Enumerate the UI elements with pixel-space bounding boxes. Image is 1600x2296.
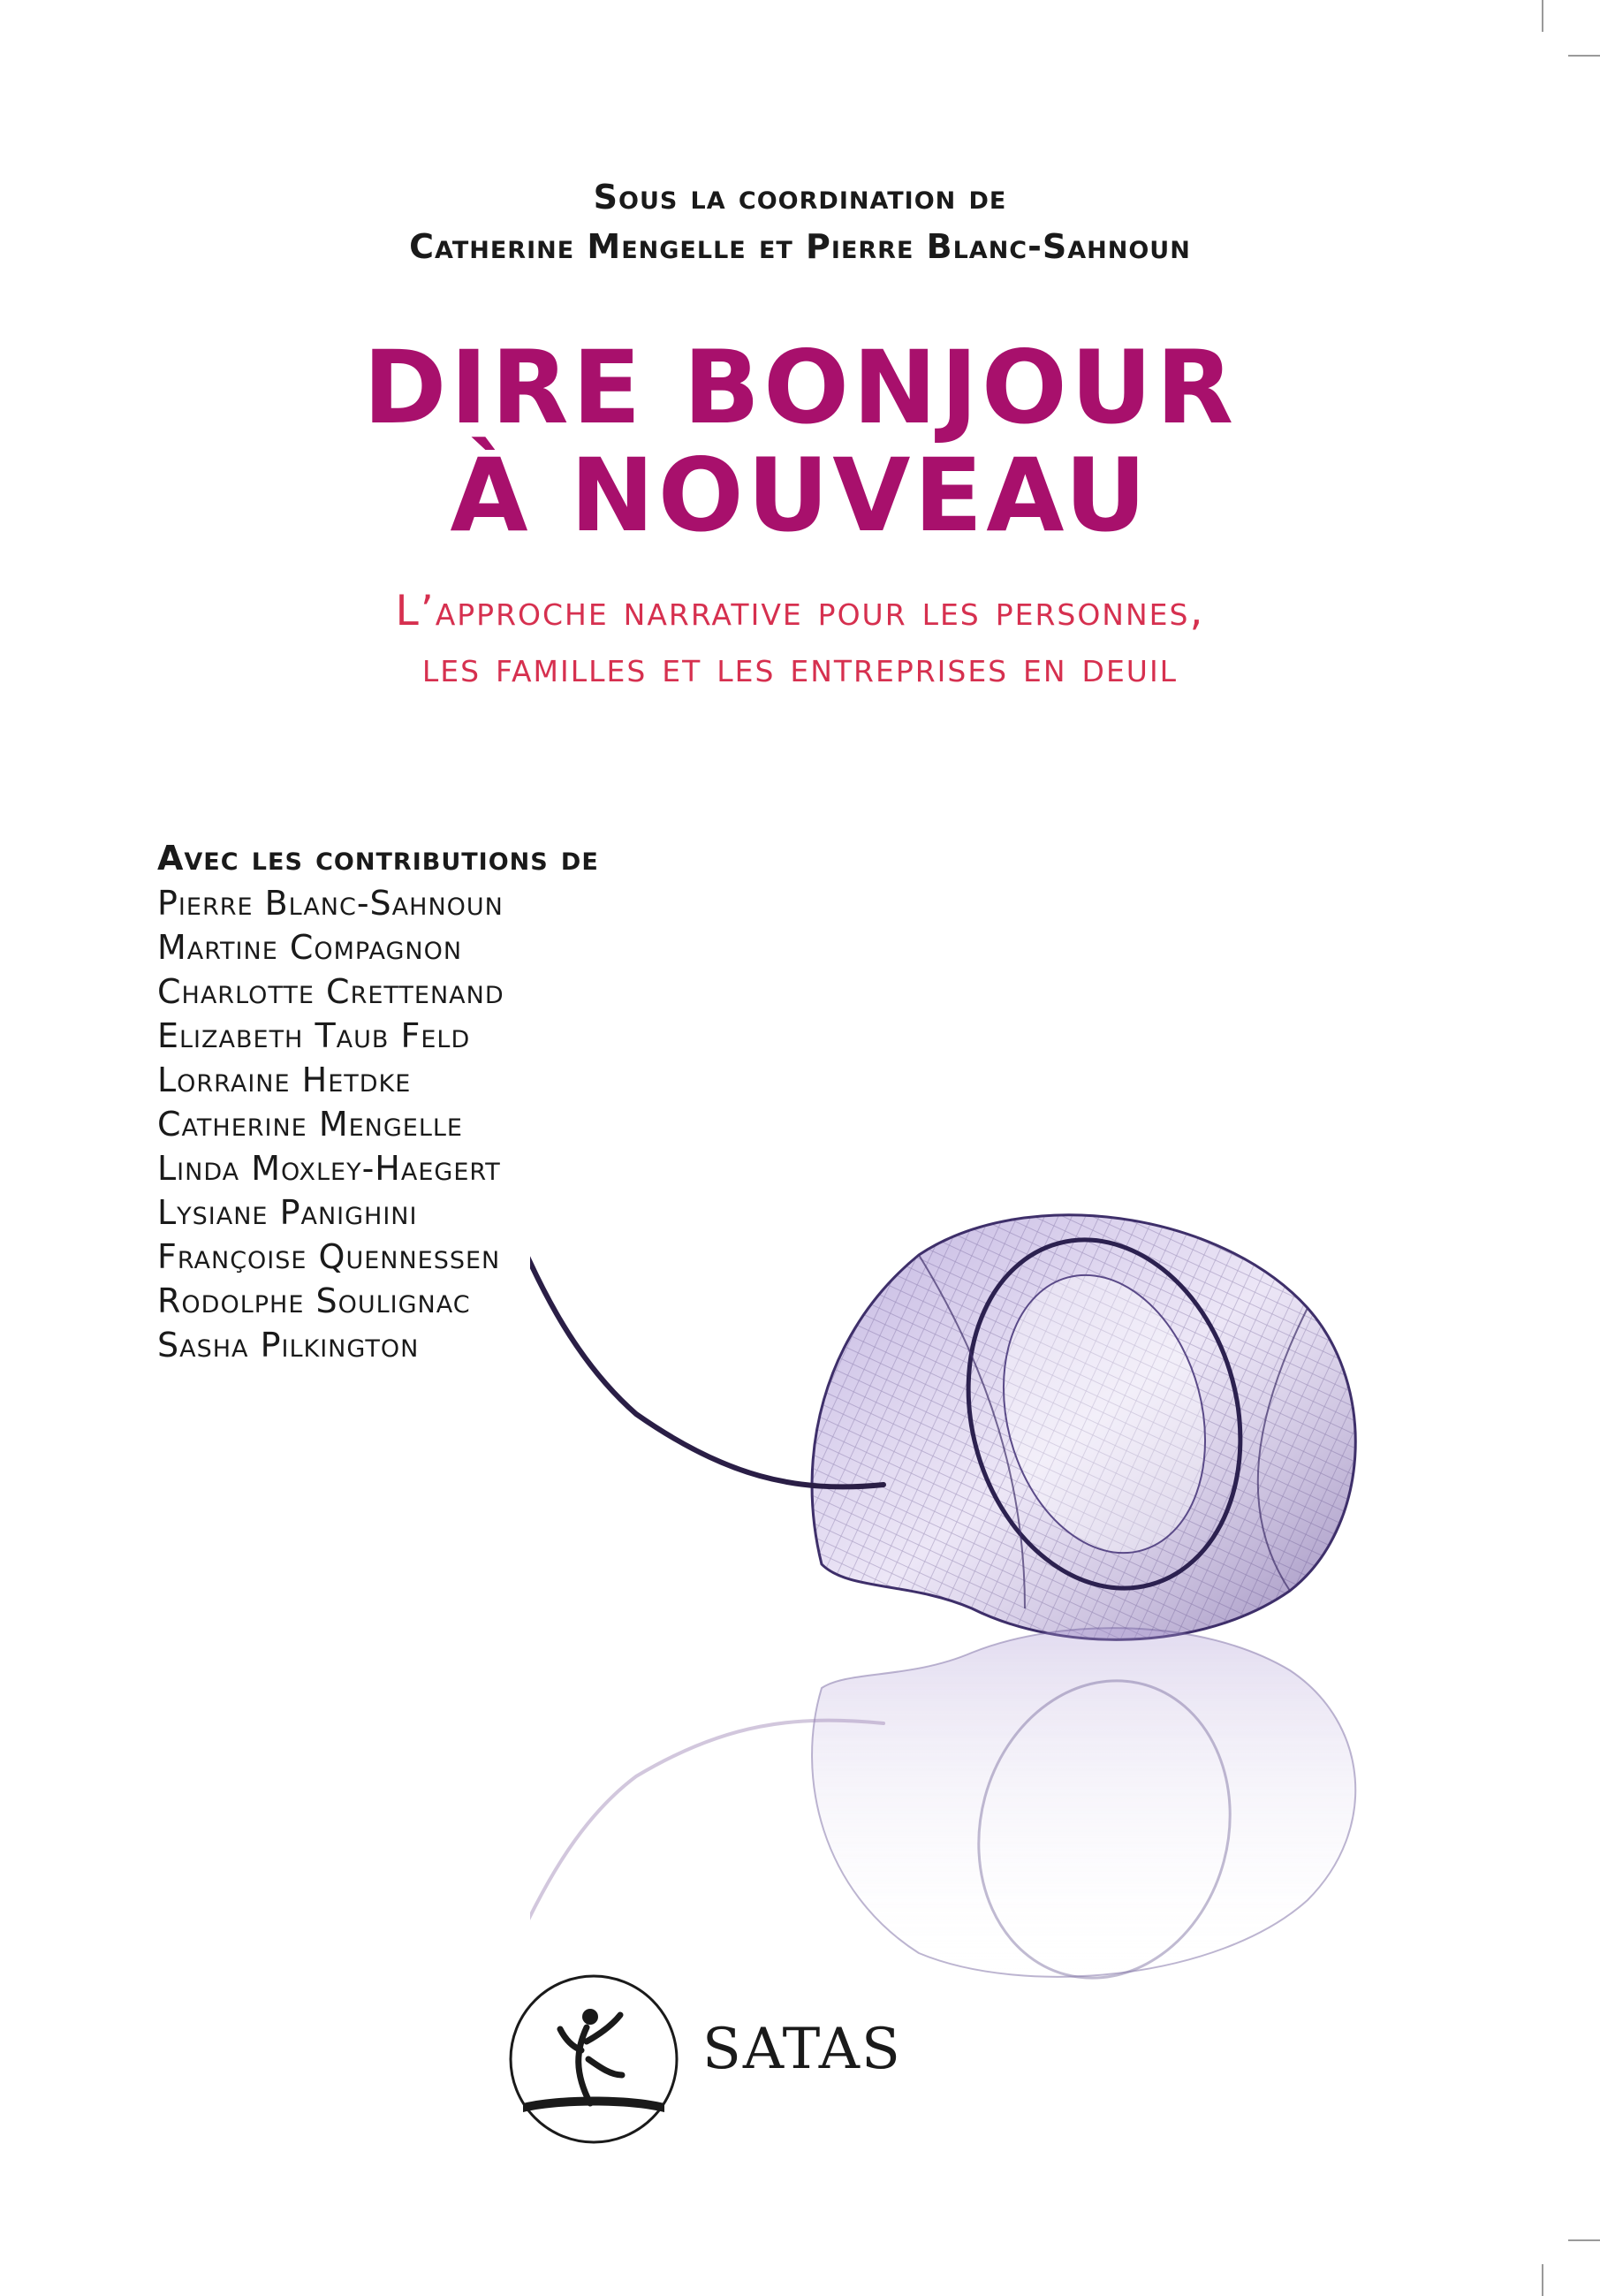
title-line-2: À NOUVEAU	[450, 437, 1150, 554]
contributors-heading: Avec les contributions de	[157, 839, 599, 878]
contributor-name: Françoise Quennessen	[157, 1237, 501, 1276]
skeleton-leaf-illustration-icon	[530, 1193, 1458, 1988]
publisher-name: SATAS	[702, 2017, 902, 2082]
leaf-reflection	[530, 1628, 1355, 1988]
book-subtitle	[0, 583, 1600, 696]
contributor-name: Catherine Mengelle	[157, 1105, 463, 1144]
contributor-name: Pierre Blanc-Sahnoun	[157, 884, 504, 923]
contributor-name: Sasha Pilkington	[157, 1326, 420, 1365]
crop-mark-top	[1542, 0, 1543, 32]
contributor-name: Lorraine Hetdke	[157, 1061, 412, 1099]
crop-mark-bottom-right	[1568, 2239, 1600, 2241]
contributor-name: Elizabeth Taub Feld	[157, 1016, 471, 1055]
coordination-line-2: Catherine Mengelle et Pierre Blanc-Sahnoun	[409, 227, 1191, 266]
contributor-name: Rodolphe Soulignac	[157, 1281, 471, 1320]
leaf-body	[812, 1209, 1355, 1639]
title-line-1: DIRE BONJOUR	[362, 329, 1238, 446]
book-title	[0, 329, 1600, 554]
subtitle-line-2: les familles et les entreprises en deuil	[421, 643, 1179, 692]
contributor-name: Linda Moxley-Haegert	[157, 1149, 501, 1188]
coordination-line-1: Sous la coordination de	[593, 178, 1007, 217]
subtitle-line-1: L’approche narrative pour les personnes,	[395, 587, 1205, 635]
coordination-credit	[0, 172, 1600, 271]
dancing-figure-logo-icon	[505, 1971, 682, 2148]
contributor-name: Martine Compagnon	[157, 928, 463, 967]
crop-mark-top-right	[1568, 55, 1600, 57]
contributor-name: Lysiane Panighini	[157, 1193, 418, 1232]
crop-mark-bottom	[1542, 2264, 1543, 2296]
contributor-name: Charlotte Crettenand	[157, 972, 504, 1011]
